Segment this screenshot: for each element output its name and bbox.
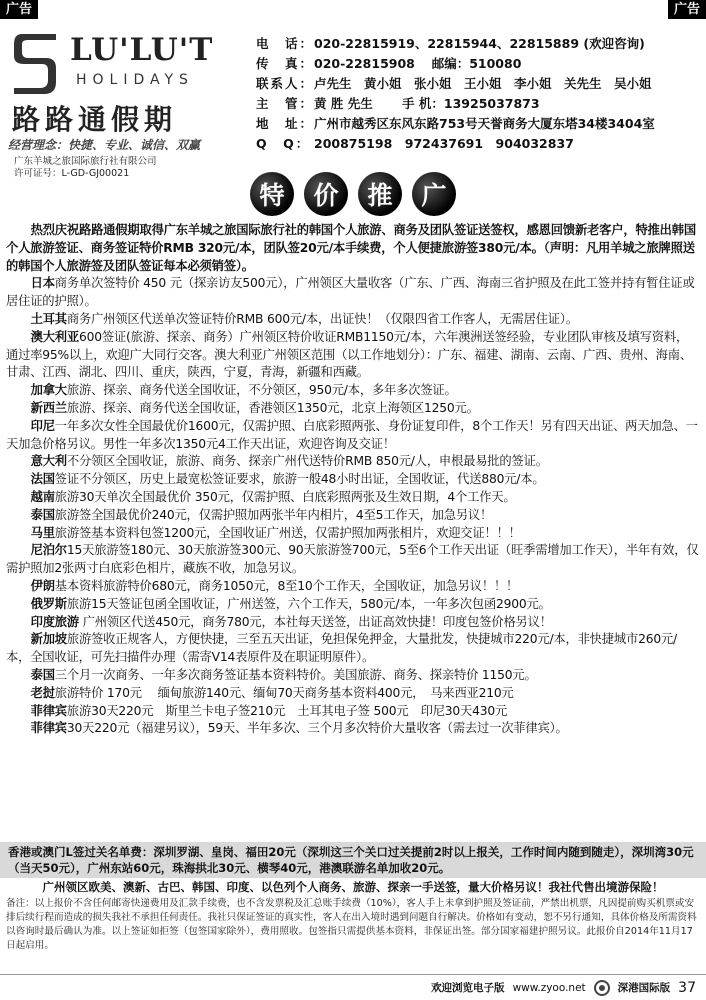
offer-item (6, 311, 700, 329)
offer-text: 旅游特价 170元 缅甸旅游140元、缅甸70天商务基本资料400元， 马来西亚210元 (54, 685, 514, 700)
offer-item (6, 275, 700, 311)
offers-body (6, 222, 700, 738)
offer-text: 基本资料旅游特价680元，商务1050元，8至10个工作天，全国收证，加急另议！！！ (54, 578, 519, 593)
offer-item (6, 453, 700, 471)
header (0, 22, 706, 179)
offer-country: 印尼 (30, 418, 55, 433)
contact-label: Q Q： (256, 136, 311, 151)
contact-label: 地 址： (256, 116, 315, 131)
page-number: 37 (678, 979, 696, 996)
logo-s-icon (12, 30, 58, 94)
contact-manager (256, 94, 702, 114)
footer (0, 974, 706, 1000)
offer-item (6, 471, 700, 489)
offer-text: 一年多次女性全国最优价1600元，仅需护照、白底彩照两张、身份证复印件，8个工作天！另有四天出证、两天加急、一天加急价格另议。男性一年多次1350元4工作天出证，欢迎咨询及交证！ (6, 418, 698, 451)
offer-text: 旅游、探亲、商务代送全国收证，香港领区1350元，北京上海领区1250元。 (66, 400, 479, 415)
contact-value: 200875198 972437691 904032837 (314, 136, 574, 151)
contact-label: 主 管： (256, 96, 315, 111)
offer-country: 菲律宾 (30, 703, 67, 718)
offer-text: 旅游30天220元 斯里兰卡电子签210元 土耳其电子签 500元 印尼30天430元 (66, 703, 508, 718)
offer-item (6, 703, 700, 721)
offer-country: 马里 (30, 525, 55, 540)
offer-country: 澳大利亚 (30, 329, 79, 344)
offer-text: 旅游15天签证包函全国收证，广州送签，六个工作天，580元/本，一年多次包函2900元。 (66, 596, 551, 611)
offer-text: 旅游30天单次全国最优价 350元，仅需护照、白底彩照两张及生效日期，4个工作天。 (54, 489, 516, 504)
offer-country: 泰国 (30, 507, 55, 522)
offer-text: 30天220元（福建另议），59天、半年多次、三个月多次特价大量收客（需去过一次菲律宾）。 (66, 721, 568, 736)
banner-char: 特 (250, 172, 294, 216)
offer-item (6, 578, 700, 596)
offer-text: 旅游、探亲、商务代送全国收证，不分领区，950元/本，多年多次签证。 (66, 383, 457, 398)
offer-text: 商务单次签特价 450 元（探亲访友500元），广州领区大量收客（广东、广西、海南三省护照及在此工签并持有暂住证或居住证的护照）。 (6, 276, 695, 309)
offer-country: 尼泊尔 (30, 543, 67, 558)
offer-country: 伊朗 (30, 578, 55, 593)
offer-item (6, 382, 700, 400)
contact-label: 传 真： (256, 56, 315, 71)
offer-item (6, 720, 700, 738)
contact-qq (256, 134, 702, 154)
offer-item (6, 418, 700, 454)
offer-country: 越南 (30, 489, 55, 504)
offer-item (6, 329, 700, 382)
offer-text: 600签证(旅游、探亲、商务）广州领区特价收证RMB1150元/本，六年澳洲送签经验，专业团队审核及填写资料，通过率95%以上，欢迎广大同行交客。澳大利亚广州领区范围（以工作地划分）：广东、福建、湖南、云南、广西、贵州、海南、甘肃、江西、湖北、四川、重庆，陕西，宁夏，青海，新疆和西藏。 (6, 329, 692, 380)
offer-item (6, 507, 700, 525)
ad-tag-left: 广告 (0, 0, 38, 19)
contact-persons (256, 74, 702, 94)
brand-english: LU'LU'T (70, 32, 214, 68)
contact-value: 020-22815908 邮编：510080 (314, 56, 522, 71)
banner-char: 推 (358, 172, 402, 216)
offer-item (6, 525, 700, 543)
contact-value: 卢先生 黄小姐 张小姐 王小姐 李小姐 关先生 吴小姐 (314, 76, 652, 91)
brand-chinese: 路路通假期 (12, 103, 178, 136)
contact-value: 黄 胜 先生 手 机：13925037873 (314, 96, 540, 111)
logo (6, 26, 242, 179)
motto: 经营理念：快捷、专业、诚信、双赢 (8, 138, 201, 152)
license-number: 许可证号：L-GD-GJ00021 (14, 168, 130, 179)
offer-text: 旅游签基本资料包签1200元，全国收证广州送，仅需护照加两张相片，欢迎交证！！！ (54, 525, 521, 540)
offer-item (6, 542, 700, 578)
offer-country: 新西兰 (30, 400, 67, 415)
offer-item (6, 667, 700, 685)
offer-text: 签证不分领区，历史上最宽松签证要求，旅游一般48小时出证，全国收证，代送880元/本。 (54, 472, 545, 487)
contact-value: 广州市越秀区东风东路753号天誉商务大厦东塔34楼3404室 (314, 116, 655, 131)
offer-item (6, 631, 700, 667)
ad-tag-right: 广告 (668, 0, 706, 19)
offer-item (6, 614, 700, 632)
offer-country: 泰国 (30, 667, 55, 682)
offer-country: 菲律宾 (30, 721, 67, 736)
offer-country: 老挝 (30, 685, 55, 700)
publication-logo-icon (594, 980, 610, 996)
brand-english-sub: HOLIDAYS (76, 72, 194, 88)
offer-item (6, 489, 700, 507)
offer-item (6, 596, 700, 614)
footer-edition: 深港国际版 (617, 982, 671, 994)
offer-text: 旅游签收正规客人，方便快捷，三至五天出证，免担保免押金，大量批发，快捷城市220元/本，非快捷城市260元/本，全国收证，可先扫描件办理（需寄V14表原件及在职证明原件）。 (6, 632, 677, 665)
contact-label: 电 话： (256, 36, 315, 51)
intro-paragraph: 热烈庆祝路路通假期取得广东羊城之旅国际旅行社的韩国个人旅游、商务及团队签证送签权，感恩回馈新老客户，特推出韩国个人旅游签证、商务签证特价RMB 320元/本，团队签20元/本手续费，个人便捷旅游签380元/本。（声明：凡用羊城之旅牌照送的韩国个人旅游签及团队签证每本必须销签）。 (6, 223, 696, 273)
contact-address (256, 114, 702, 134)
contact-phone (256, 34, 702, 54)
banner-char: 价 (304, 172, 348, 216)
footer-url[interactable]: www.zyoo.net (512, 981, 586, 994)
contact-fax (256, 54, 702, 74)
hk-macau-pass-box: 香港或澳门L签过关名单费：深圳罗湖、皇岗、福田20元（深圳这三个关口过关提前2时以上报关，工作时间内随到随走），深圳湾30元（当天50元），广州东站60元，珠海拱北30元、横琴40元，港澳联游名单加收20元。 (0, 842, 706, 878)
offer-country: 意大利 (30, 454, 67, 469)
offer-text: 15天旅游签180元、30天旅游签300元、90天旅游签700元，5至6个工作天出证（旺季需增加工作天），半年有效，仅需护照加2张两寸白底彩色相片，藏族不收，加急另议。 (6, 543, 699, 576)
offer-text: 广州领区代送450元，商务780元，本社每天送签，出证高效快捷！印度包签价格另议！ (78, 614, 552, 629)
offer-text: 三个月一次商务、一年多次商务签证基本资料特价。美国旅游、商务、探亲特价 1150元。 (54, 667, 537, 682)
offer-text: 商务广州领区代送单次签证特价RMB 600元/本，出证快！（仅限四省工作客人，无需居住证）。 (66, 311, 578, 326)
remarks: 备注：以上报价不含任何邮寄快递费用及汇款手续费，也不含发票税及汇总账手续费（10%），客人手上未拿到护照及签证前，严禁出机票，凡因提前购买机票或安排后续行程而造成的损失我社不承担任何责任。我社只保证签证的真实性，客人在出入境时遇到问题自行解决。价格如有变动，恕不另行通知，具体价格及所需资料以咨询时最后确认为准。以上签证如拒签（包签国家除外），费用照收。包签指只需提供基本资料，非保证出签。部分国家福建护照另议。此报价自2014年11月17日起启用。 (6, 898, 697, 951)
offer-text: 旅游签全国最优价240元，仅需护照加两张半年内相片，4至5工作天，加急另议！ (54, 507, 493, 522)
offer-item (6, 685, 700, 703)
offer-country: 印度旅游 (30, 614, 79, 629)
offer-country: 俄罗斯 (30, 596, 67, 611)
offer-country: 日本 (30, 276, 55, 291)
offer-item (6, 400, 700, 418)
offer-country: 法国 (30, 472, 55, 487)
company-name: 广东羊城之旅国际旅行社有限公司 (14, 156, 157, 167)
offer-text: 不分领区全国收证，旅游、商务、探亲广州代送特价RMB 850元/人，申根最易批的签证。 (66, 454, 548, 469)
banner-char: 广 (412, 172, 456, 216)
promo-banner (0, 172, 706, 216)
contact-value: 020-22815919、22815944、22815889 (欢迎咨询) (314, 36, 645, 51)
contact-label: 联系人： (256, 76, 315, 91)
offer-country: 土耳其 (30, 311, 67, 326)
offer-country: 新加坡 (30, 632, 67, 647)
offer-country: 加拿大 (30, 383, 67, 398)
contact-list (256, 34, 702, 154)
footer-welcome: 欢迎浏览电子版 (431, 982, 505, 994)
agent-service-line: 广州领区欧美、澳新、古巴、韩国、印度、以色列个人商务、旅游、探亲一手送签，量大价格另议！我社代售出境游保险！ (42, 880, 664, 894)
